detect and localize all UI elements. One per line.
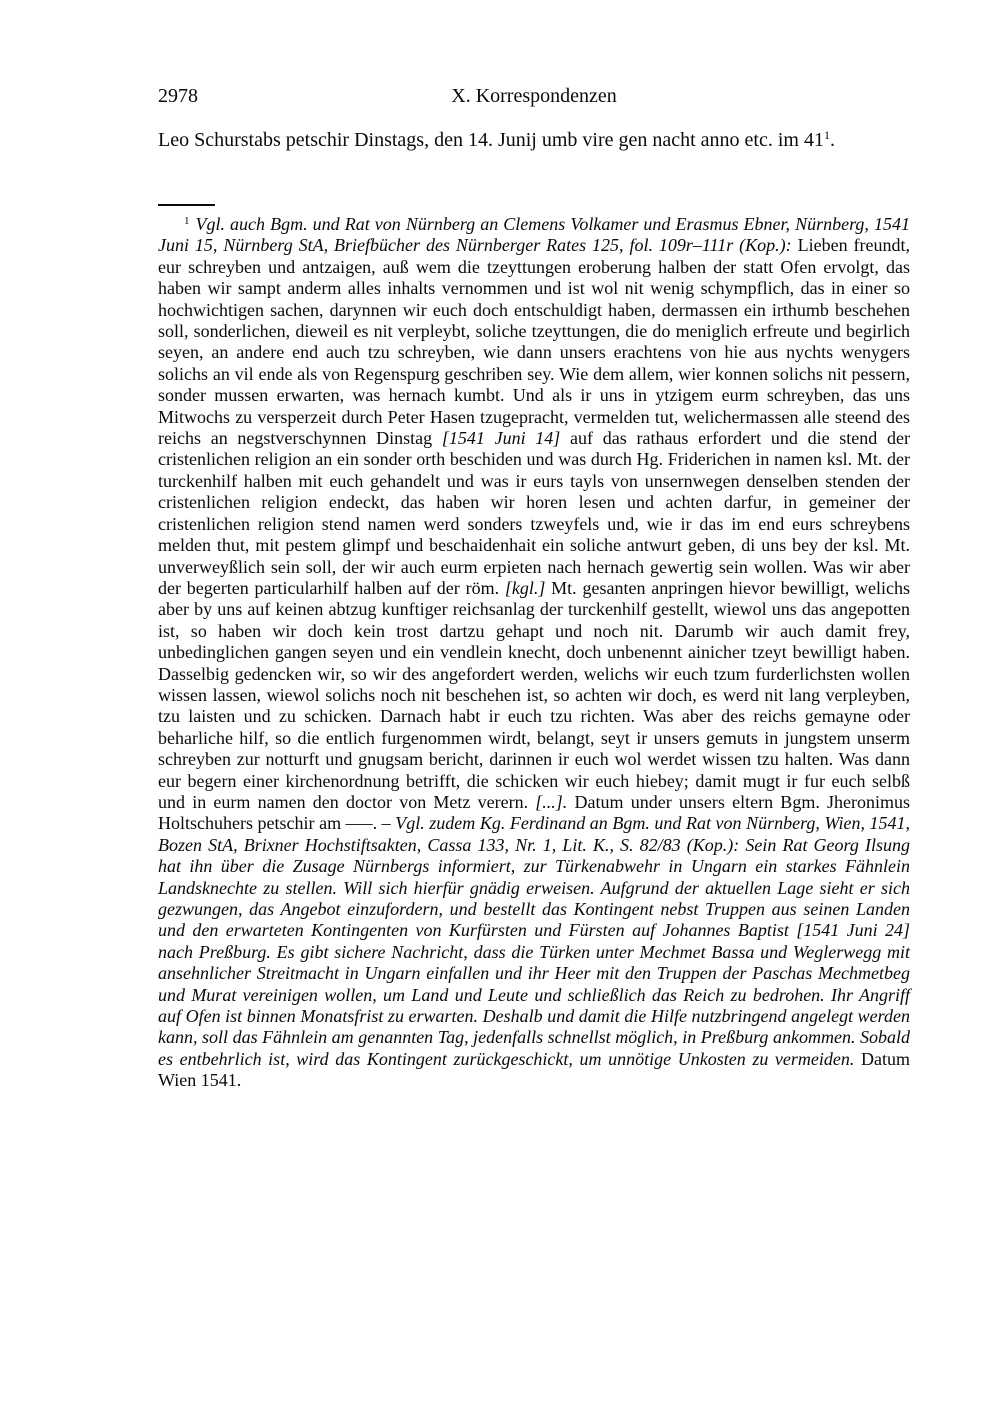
footnote-separator: [158, 204, 215, 206]
footnote-segment: Datum Wien 1541.: [158, 1048, 910, 1091]
footnote-segment: Datum under unsers eltern Bgm. Jheronimus Holtschuhers petschir am –––. –: [158, 791, 911, 834]
footnote-number: 1: [184, 215, 190, 227]
page-header: [158, 84, 910, 108]
footnote-segment: [1541 Juni 14]: [441, 428, 561, 449]
footnote-paragraph: [158, 214, 910, 1092]
body-text-end: .: [829, 129, 835, 151]
footnote-segment: Vgl. auch Bgm. und Rat von Nürnberg an Clemens Volkamer und Erasmus Ebner, Nürnberg, 1541 Juni 15, Nürnberg StA, Briefbücher des Nürnberger Rates 125, fol. 109r–111r (Kop.):: [158, 214, 910, 256]
footnote-segment: Lieben freundt, eur schreyben und antzaigen, auß wem die tzeyttungen eroberung halben der statt Ofen ervolgt, das haben wir sampt anderm alles inhalts vernommen und ist wol nit wenig schympflich, das in einer so hochwichtigen sachen, darynnen wir euch doch entschuldigt haben, dermassen ein irthumb beschehen soll, sonderlichen, dieweil es nit verpleybt, soliche tzeyttungen, die do meniglich erfreute und begirlich seyen, an andere end auch tzu schreyben, wie dann unsers erachtens von hie aus nychts wenygers solichs an vil ende als von Regenspurg geschriben sey. Wie dem allem, wier konnen solichs nit pessern, sonder mussen erwarten, was hernach kumbt. Und als ir uns in ytzigem eurm schreyben, das uns Mitwochs zu versperzeit durch Peter Hasen tzugepracht, vermelden tut, welichermassen alle steend des reichs an negstverschynnen Dinstag: [158, 235, 911, 449]
body-text: Leo Schurstabs petschir Dinstags, den 14. Junij umb vire gen nacht anno etc. im 41: [158, 129, 824, 151]
page-number: 2978: [158, 85, 198, 107]
body-paragraph: [158, 126, 910, 154]
running-head: X. Korrespondenzen: [451, 85, 617, 107]
footnote-segment: [kgl.]: [504, 577, 546, 598]
footnote-reference: 1: [823, 128, 830, 142]
footnote-segment: Vgl. zudem Kg. Ferdinand an Bgm. und Rat von Nürnberg, Wien, 1541, Bozen StA, Brixner Hochstiftsakten, Cassa 133, Nr. 1, Lit. K., S. 82/83 (Kop.): Sein Rat Georg Ilsung hat ihn über die Zusage Nürnbergs informiert, zur Türkenabwehr in Ungarn ein starkes Fähnlein Landsknechte zu stellen. Will sich hierfür gnädig erweisen. Aufgrund der aktuellen Lage sieht er sich gezwungen, das Angebot einzufordern, und bestellt das Kontingent nebst Truppen aus seinen Landen und den erwarteten Kontingenten von Kurfürsten und Fürsten auf Johannes Baptist [1541 Juni 24] nach Preßburg. Es gibt sichere Nachricht, dass die Türken unter Mechmet Bassa und Weglerwegg mit ansehnlicher Streitmacht in Ungarn einfallen und ihr Heer mit den Truppen der Paschas Mechmetbeg und Murat vereinigen wollen, um Land und Leute und schließlich das Reich zu bedrohen. Ihr Angriff auf Ofen ist binnen Monatsfrist zu erwarten. Deshalb und damit die Hilfe nutzbringend angelegt werden kann, soll das Fähnlein am genannten Tag, jedenfalls schnellst möglich, in Preßburg ankommen. Sobald es entbehrlich ist, wird das Kontingent zurückgeschickt, um unnötige Unkosten zu vermeiden.: [158, 813, 911, 1069]
footnote-segment: Mt. gesanten anpringen hievor bewilligt, welichs aber by uns auf keinen abtzug kunftiger reichsanlag der turckenhilf gestellt, wiewol uns das angepotten ist, so haben wir doch kein trost dartzu gehapt und noch nit. Darumb wir auch damit frey, unbedinglichen gangen seyen und ein vendlein knecht, doch unbenennt ainicher tzeyt bewilligt haben. Dasselbig gedencken wir, so wir des angefordert werden, welichs wir euch tzum furderlichsten wollen wissen lassen, wiewol solichs noch nit beschehen ist, so achten wir doch, es werd nit lang verpleyben, tzu laisten und zu schicken. Darnach habt ir euch tzu richten. Was aber des reichs gemayne oder beharliche hilf, so die entlich furgenommen wirdt, belangt, seyt ir unsers gemuts in jungstem unserm schreyben zur notturft und gnugsam bericht, darinnen ir euch wol werdet wissen tzu halten. Was dann eur begern einer kirchenordnung betrifft, die schicken wir euch hiebey; damit mugt ir fur euch selbß und in eurm namen den doctor von Metz verern.: [158, 577, 911, 812]
footnote-segment: [...].: [535, 791, 568, 812]
footnote-segment: auf das rathaus erfordert und die stend der cristenlichen religion an ein sonder orth beschiden und was durch Hg. Friderichen in namen ksl. Mt. der turckenhilf halben mit euch gehandelt und was ir eurs tayls von unsernwegen denselben stenden der cristenlichen religion endeckt, das haben wir horen lesen und achten darfur, in gemeiner der cristenlichen religion stend namen werd sonders tzweyfels und, wie ir das im end eurs schreybens melden thut, mit pestem glimpf und beschaidenhait ein soliche antwurt geben, di uns bey der ksl. Mt. unverweyßlich sein soll, der wir auch eurm erpieten nach hernach gewertig sein wollen. Was wir aber der begerten particularhilf halben auf der röm.: [158, 428, 910, 598]
